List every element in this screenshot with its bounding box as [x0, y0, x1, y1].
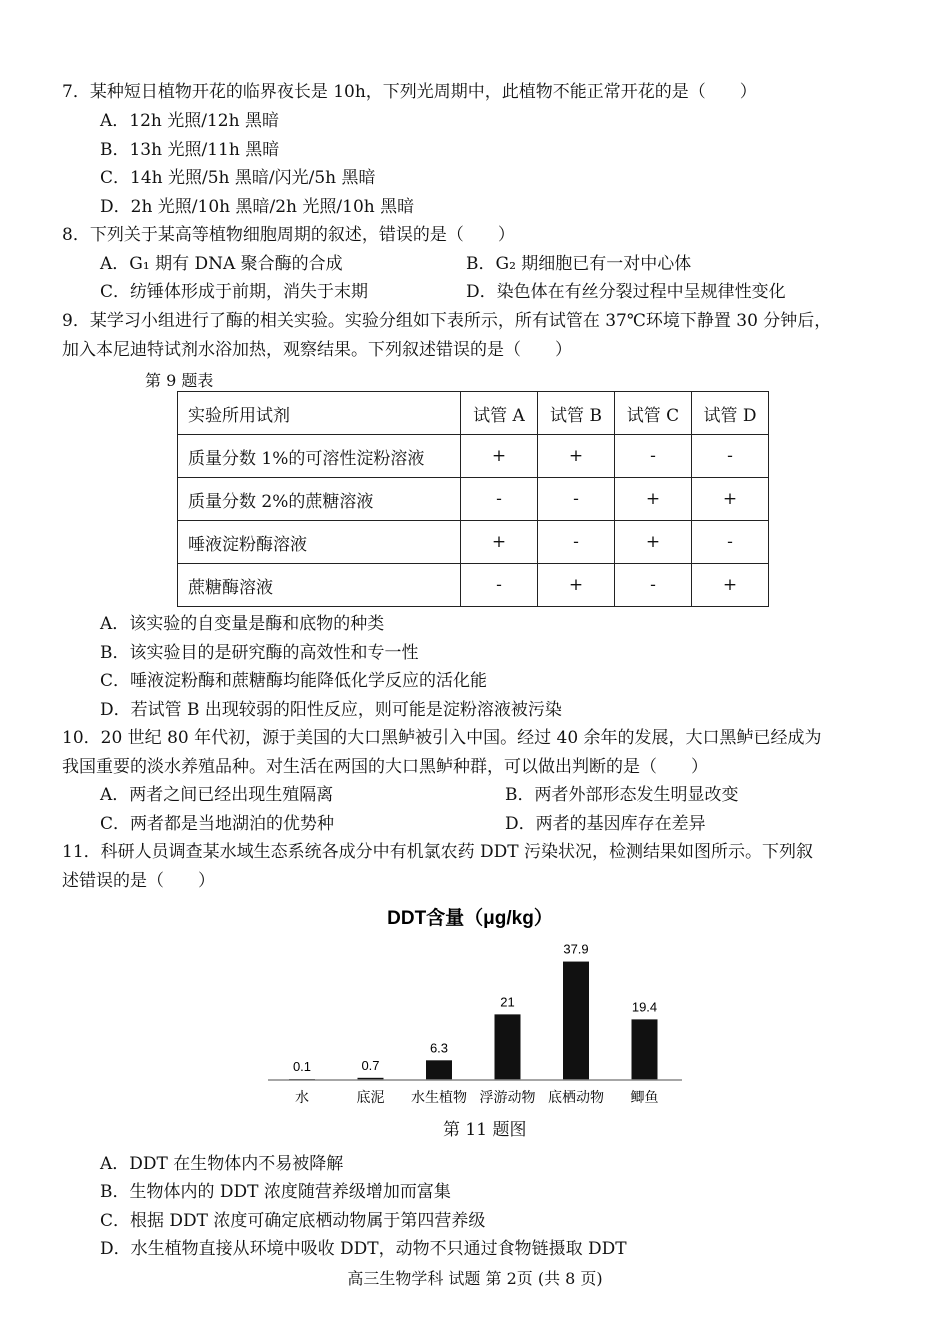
table-cell: 质量分数 1%的可溶性淀粉溶液	[178, 435, 461, 478]
q9-table	[177, 391, 769, 607]
x-tick-label: 底栖动物	[548, 1090, 604, 1106]
table-header: 试管 A	[461, 392, 538, 435]
bar-value-label: 21	[500, 994, 515, 1010]
table-header: 实验所用试剂	[178, 392, 461, 435]
q9-option-c: C．唾液淀粉酶和蔗糖酶均能降低化学反应的活化能	[100, 671, 488, 691]
bar-value-label: 19.4	[631, 999, 658, 1015]
x-tick-label: 底泥	[356, 1090, 385, 1106]
table-cell: +	[538, 435, 615, 478]
q10-option-b: B．两者外部形态发生明显改变	[505, 785, 739, 805]
q7-option-a: A．12h 光照/12h 黑暗	[100, 111, 279, 131]
x-tick-label: 浮游动物	[479, 1090, 536, 1106]
table-header: 试管 C	[615, 392, 692, 435]
table-cell: +	[461, 435, 538, 478]
table-cell: -	[615, 435, 692, 478]
q9-table-caption: 第 9 题表	[145, 371, 214, 390]
q7-option-d: D．2h 光照/10h 黑暗/2h 光照/10h 黑暗	[100, 197, 415, 217]
table-cell: +	[615, 478, 692, 521]
table-cell: +	[461, 521, 538, 564]
q11-option-c: C．根据 DDT 浓度可确定底栖动物属于第四营养级	[100, 1211, 486, 1231]
q10-stem-line2: 我国重要的淡水养殖品种。对生活在两国的大口黑鲈种群，可以做出判断的是（ ）	[62, 757, 708, 777]
table-cell: -	[461, 564, 538, 607]
table-cell: 质量分数 2%的蔗糖溶液	[178, 478, 461, 521]
q11-ddt-bar-chart	[260, 900, 690, 1115]
q8-option-b: B．G₂ 期细胞已有一对中心体	[466, 254, 692, 274]
table-cell: -	[538, 478, 615, 521]
table-cell: -	[692, 435, 769, 478]
q11-option-d: D．水生植物直接从环境中吸收 DDT，动物不只通过食物链摄取 DDT	[100, 1239, 627, 1259]
q11-stem-line1: 11．科研人员调查某水域生态系统各成分中有机氯农药 DDT 污染状况，检测结果如图所示。下列叙	[62, 842, 814, 862]
table-header-row	[178, 392, 769, 435]
table-row	[178, 521, 769, 564]
q8-stem: 8．下列关于某高等植物细胞周期的叙述，错误的是（ ）	[62, 225, 515, 245]
q9-stem-line1: 9．某学习小组进行了酶的相关实验。实验分组如下表所示，所有试管在 37℃环境下静置 30 分钟后，	[62, 311, 832, 331]
table-cell: 蔗糖酶溶液	[178, 564, 461, 607]
bar-value-label: 6.3	[429, 1040, 449, 1056]
q10-option-a: A．两者之间已经出现生殖隔离	[100, 785, 334, 805]
table-cell: -	[692, 521, 769, 564]
table-cell: -	[615, 564, 692, 607]
table-header: 试管 D	[692, 392, 769, 435]
q10-stem-line1: 10．20 世纪 80 年代初，源于美国的大口黑鲈被引入中国。经过 40 余年的发展，大口黑鲈已经成为	[62, 728, 822, 748]
q10-option-c: C．两者都是当地湖泊的优势种	[100, 814, 335, 834]
q11-stem-line2: 述错误的是（ ）	[62, 871, 215, 891]
table-row	[178, 435, 769, 478]
x-tick-label: 水	[295, 1090, 309, 1106]
table-row	[178, 564, 769, 607]
q8-option-d: D．染色体在有丝分裂过程中呈规律性变化	[466, 282, 786, 302]
table-cell: +	[615, 521, 692, 564]
x-tick-label: 水生植物	[411, 1090, 467, 1106]
bar-5	[632, 1019, 658, 1080]
table-header: 试管 B	[538, 392, 615, 435]
q11-option-b: B．生物体内的 DDT 浓度随营养级增加而富集	[100, 1182, 451, 1202]
table-row	[178, 478, 769, 521]
q7-option-b: B．13h 光照/11h 黑暗	[100, 140, 280, 160]
q7-option-c: C．14h 光照/5h 黑暗/闪光/5h 黑暗	[100, 168, 376, 188]
bar-value-label: 0.1	[292, 1059, 312, 1074]
q11-figure-caption: 第 11 题图	[443, 1120, 527, 1140]
q9-stem-line2: 加入本尼迪特试剂水浴加热，观察结果。下列叙述错误的是（ ）	[62, 340, 572, 360]
table-cell: +	[692, 564, 769, 607]
q11-option-a: A．DDT 在生物体内不易被降解	[100, 1154, 344, 1174]
q7-stem: 7．某种短日植物开花的临界夜长是 10h，下列光周期中，此植物不能正常开花的是（ ）	[62, 82, 757, 102]
table-cell: 唾液淀粉酶溶液	[178, 521, 461, 564]
table-cell: -	[538, 521, 615, 564]
q9-option-b: B．该实验目的是研究酶的高效性和专一性	[100, 643, 419, 663]
chart-title: DDT含量（μg/kg）	[387, 908, 553, 929]
q10-option-d: D．两者的基因库存在差异	[505, 814, 706, 834]
table-cell: +	[692, 478, 769, 521]
q8-option-a: A．G₁ 期有 DNA 聚合酶的合成	[100, 254, 343, 274]
table-cell: +	[538, 564, 615, 607]
bar-3	[495, 1014, 521, 1080]
bar-4	[563, 962, 589, 1080]
q8-option-c: C．纺锤体形成于前期，消失于末期	[100, 282, 369, 302]
q9-option-a: A．该实验的自变量是酶和底物的种类	[100, 614, 385, 634]
bar-value-label: 0.7	[361, 1057, 380, 1073]
bar-value-label: 37.9	[563, 941, 589, 957]
q9-option-d: D．若试管 B 出现较弱的阳性反应，则可能是淀粉溶液被污染	[100, 700, 562, 720]
page-footer: 高三生物学科 试题 第 2页 (共 8 页)	[347, 1269, 603, 1288]
table-cell: -	[461, 478, 538, 521]
bar-2	[426, 1060, 452, 1080]
x-tick-label: 鲫鱼	[630, 1090, 659, 1106]
